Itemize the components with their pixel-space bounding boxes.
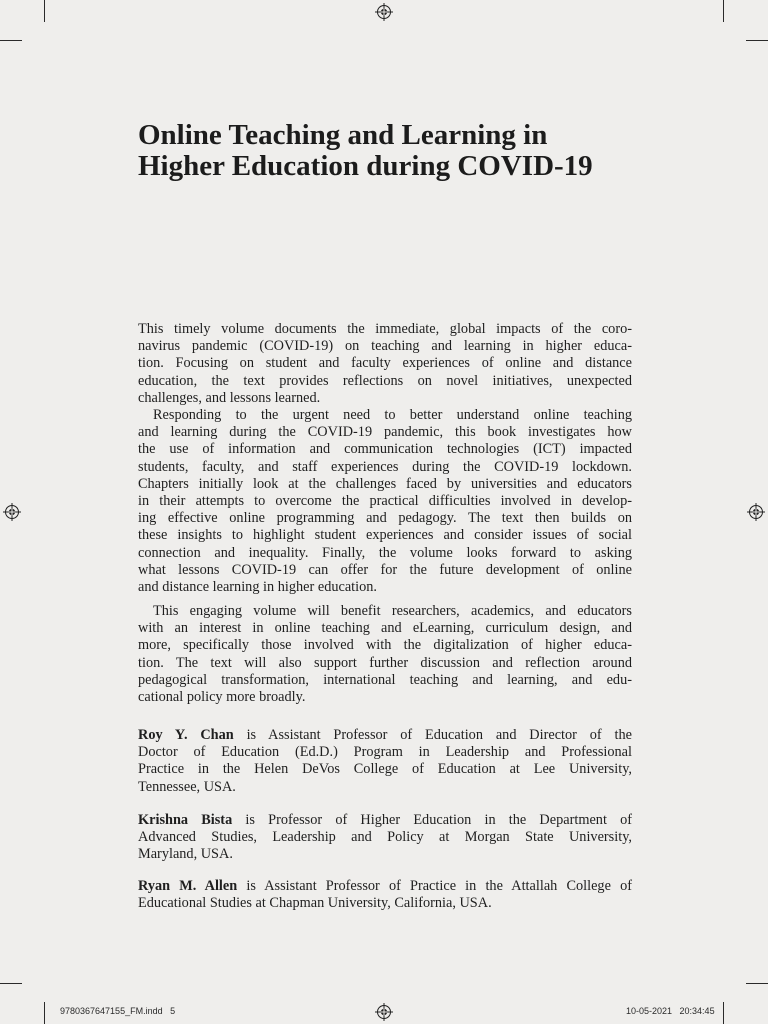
registration-mark-icon — [375, 3, 393, 21]
text-line: tion. The text will also support further discussion and reflection around — [138, 654, 632, 671]
text-line — [138, 727, 632, 744]
crop-mark-bottom-left-h — [0, 983, 22, 984]
text-line: Tennessee, USA. — [138, 778, 236, 795]
text-line: with an interest in online teaching and eLearning, curriculum design, and — [138, 620, 632, 637]
text-line: Responding to the urgent need to better understand online teaching — [153, 407, 632, 423]
crop-mark-top-left — [44, 0, 45, 22]
bio-text: is Assistant Professor of Practice in the Attallah College of — [237, 878, 632, 894]
text-line: and distance learning in higher education. — [138, 578, 377, 595]
author-bio-chan — [138, 727, 632, 796]
text-line — [138, 812, 632, 829]
author-name: Roy Y. Chan — [138, 727, 234, 743]
text-line: tion. Focusing on student and faculty experiences of online and distance — [138, 355, 632, 372]
bio-text: is Professor of Higher Education in the Department of — [232, 812, 633, 828]
registration-mark-icon — [3, 503, 21, 521]
crop-mark-top-right — [723, 0, 724, 22]
crop-mark-bottom-left — [44, 1002, 45, 1024]
text-line — [138, 878, 632, 895]
crop-mark-bottom-right-h — [746, 983, 768, 984]
text-line: Maryland, USA. — [138, 846, 233, 863]
page-title — [138, 120, 658, 182]
description-paragraph-3 — [138, 603, 632, 706]
text-line: education, the text provides reflections on novel initiatives, unexpected — [138, 372, 632, 389]
description-paragraph-2 — [138, 407, 632, 596]
text-line: navirus pandemic (COVID-19) on teaching and learning in higher educa- — [138, 338, 632, 355]
text-line: pedagogical transformation, international teaching and learning, and edu- — [138, 671, 632, 688]
author-name: Krishna Bista — [138, 812, 233, 828]
text-line: ing effective online programming and pedagogy. The text then builds on — [138, 510, 632, 527]
text-line: Doctor of Education (Ed.D.) Program in Leadership and Professional — [138, 744, 632, 761]
text-line: This engaging volume will benefit researchers, academics, and educators — [153, 603, 632, 619]
title-line: Higher Education during COVID-19 — [138, 150, 593, 182]
crop-mark-top-left-h — [0, 40, 22, 41]
text-line: This timely volume documents the immediate, global impacts of the coro- — [138, 321, 632, 337]
text-line: these insights to highlight student experiences and consider issues of social — [138, 527, 632, 544]
crop-mark-top-right-h — [746, 40, 768, 41]
text-line: students, faculty, and staff experiences during the COVID-19 lockdown. — [138, 458, 632, 475]
title-line: Online Teaching and Learning in — [138, 119, 548, 151]
text-line: cational policy more broadly. — [138, 688, 306, 705]
registration-mark-icon — [747, 503, 765, 521]
description-paragraph-1 — [138, 321, 632, 407]
text-line: what lessons COVID-19 can offer for the future development of online — [138, 561, 632, 578]
slug-date-time: 10-05-2021 20:34:45 — [626, 1006, 715, 1016]
text-line: challenges, and lessons learned. — [138, 389, 321, 406]
text-line: the use of information and communication technologies (ICT) impacted — [138, 441, 632, 458]
text-line: Practice in the Helen DeVos College of Education at Lee University, — [138, 761, 632, 778]
author-name: Ryan M. Allen — [138, 878, 238, 894]
author-bio-bista — [138, 812, 632, 864]
slug-file-name: 9780367647155_FM.indd 5 — [60, 1006, 176, 1016]
text-line: connection and inequality. Finally, the volume looks forward to asking — [138, 544, 632, 561]
text-line: Educational Studies at Chapman University, California, USA. — [138, 895, 492, 912]
text-line: Chapters initially look at the challenges faced by universities and educators — [138, 475, 632, 492]
author-bio-allen — [138, 878, 632, 912]
bio-text: is Assistant Professor of Education and Director of the — [233, 727, 632, 743]
text-line: more, specifically those involved with the digitalization of higher educa- — [138, 637, 632, 654]
text-line: Advanced Studies, Leadership and Policy at Morgan State University, — [138, 829, 632, 846]
registration-mark-icon — [375, 1003, 393, 1021]
text-line: and learning during the COVID-19 pandemic, this book investigates how — [138, 424, 632, 441]
text-line: in their attempts to overcome the practical difficulties involved in develop- — [138, 492, 632, 509]
crop-mark-bottom-right — [723, 1002, 724, 1024]
